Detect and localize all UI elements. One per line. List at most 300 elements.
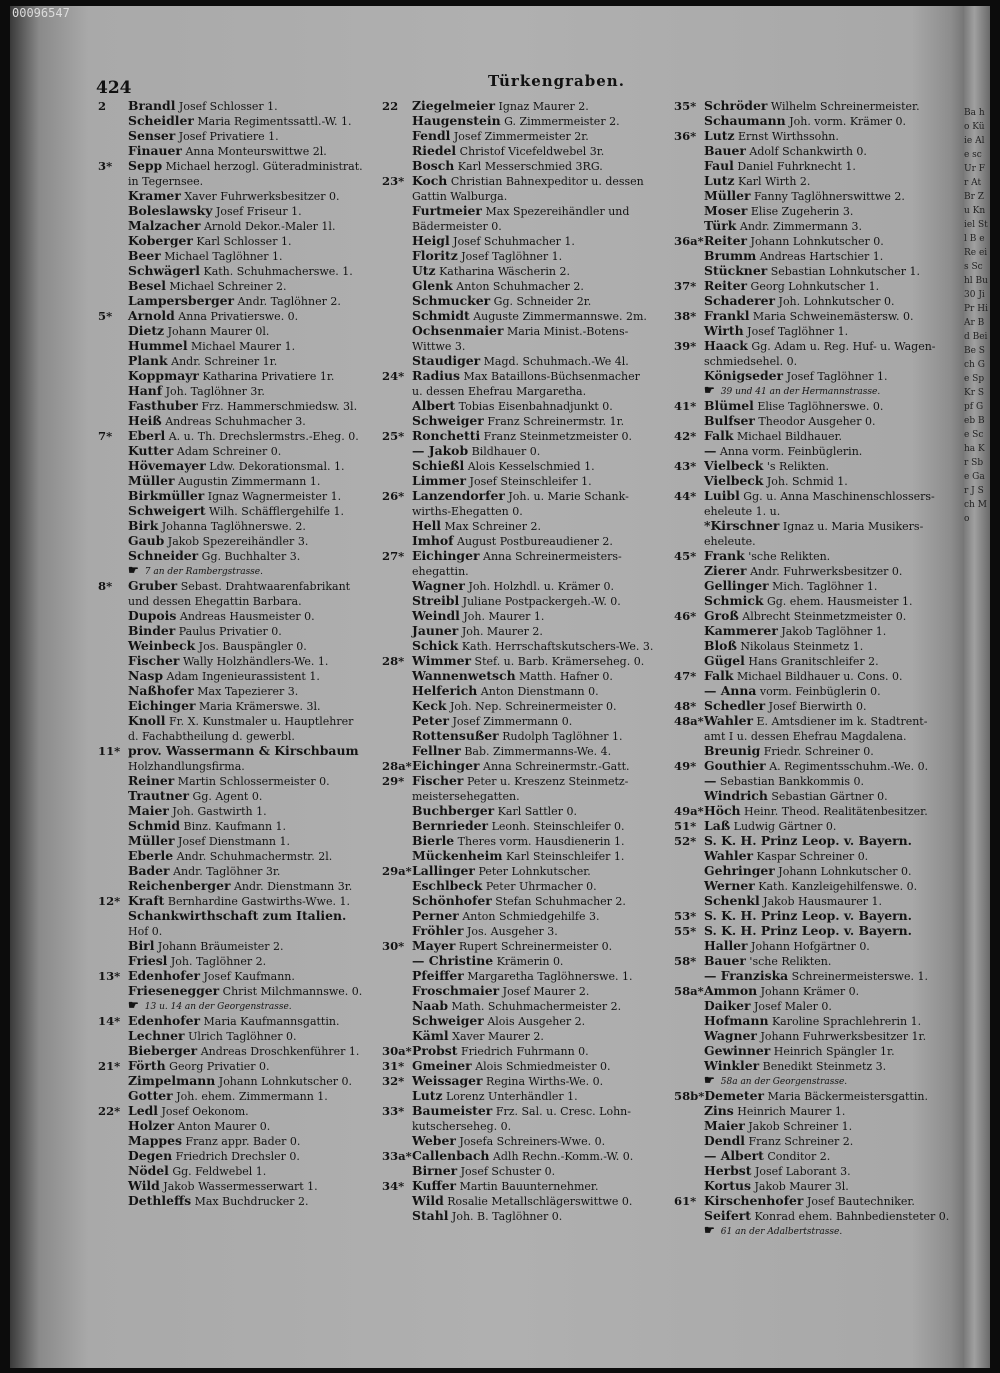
resident-description: Margaretha Taglöhnerswe. 1.	[463, 970, 633, 983]
directory-entry	[674, 863, 966, 878]
entry-continuation: meistersehegatten.	[412, 790, 520, 803]
resident-description: Gg. u. Anna Maschinenschlossers-	[739, 490, 935, 503]
directory-entry	[382, 1028, 670, 1043]
entry-continuation: in Tegernsee.	[128, 175, 204, 188]
resident-description: Josef Schlosser 1.	[175, 100, 278, 113]
resident-description: E. Amtsdiener im k. Stadtrent-	[753, 715, 928, 728]
resident-description: Paulus Privatier 0.	[175, 625, 282, 638]
resident-name: Müller	[128, 473, 175, 488]
house-number: 46*	[674, 609, 697, 623]
resident-name: Schneider	[128, 548, 199, 563]
resident-description: Andr. Taglöhner 2.	[234, 295, 341, 308]
directory-entry	[98, 1118, 378, 1133]
resident-description: Max Buchdrucker 2.	[191, 1195, 309, 1208]
house-number: 58a*	[674, 984, 704, 998]
resident-description: Konrad ehem. Bahnbediensteter 0.	[751, 1210, 950, 1223]
resident-name: *Kirschner	[704, 518, 780, 533]
directory-entry	[674, 773, 966, 788]
resident-name: Schmick	[704, 593, 764, 608]
resident-name: Schweiger	[412, 413, 484, 428]
resident-name: Laß	[704, 818, 731, 833]
directory-entry	[382, 578, 670, 593]
resident-description: Sebastian Lohnkutscher 1.	[767, 265, 921, 278]
resident-description: Gg. Schneider 2r.	[490, 295, 592, 308]
resident-name: Gotter	[128, 1088, 173, 1103]
house-number: 32*	[382, 1074, 405, 1088]
resident-name: S. K. H. Prinz Leop. v. Bayern.	[704, 833, 912, 848]
resident-name: Zins	[704, 1103, 734, 1118]
resident-description: Christ Milchmannswe. 0.	[219, 985, 363, 998]
resident-name: Reichenberger	[128, 878, 231, 893]
directory-entry	[674, 428, 966, 443]
directory-entry	[98, 488, 378, 503]
resident-name: Birkmüller	[128, 488, 205, 503]
directory-entry	[382, 368, 670, 398]
resident-description: Johann Lohnkutscher 0.	[747, 235, 884, 248]
resident-name: Keck	[412, 698, 447, 713]
directory-entry	[98, 1148, 378, 1163]
resident-name: Höch	[704, 803, 741, 818]
resident-description: Rudolph Taglöhner 1.	[498, 730, 623, 743]
directory-entry	[382, 143, 670, 158]
resident-name: Maier	[128, 803, 169, 818]
resident-name: Schankwirthschaft zum Italien.	[128, 908, 347, 923]
resident-description: Johanna Taglöhnerswe. 2.	[158, 520, 306, 533]
resident-name: prov. Wassermann & Kirschbaum	[128, 743, 359, 758]
resident-name: Haller	[704, 938, 748, 953]
resident-description: Georg Privatier 0.	[165, 1060, 270, 1073]
resident-name: Degen	[128, 1148, 173, 1163]
directory-entry	[674, 893, 966, 908]
resident-name: Kirschenhofer	[704, 1193, 804, 1208]
resident-name: Buchberger	[412, 803, 495, 818]
directory-entry	[674, 998, 966, 1013]
directory-entry	[382, 323, 670, 353]
resident-description: Bildhauer 0.	[468, 445, 541, 458]
resident-name: Bauer	[704, 143, 746, 158]
resident-name: Schedler	[704, 698, 766, 713]
directory-entry	[674, 848, 966, 863]
resident-name: Zierer	[704, 563, 747, 578]
directory-entry	[674, 908, 966, 923]
directory-entry	[382, 1073, 670, 1088]
directory-entry	[674, 218, 966, 233]
directory-entry	[98, 98, 378, 113]
resident-description: Auguste Zimmermannswe. 2m.	[469, 310, 647, 323]
directory-entry	[674, 713, 966, 743]
resident-description: Max Bataillons-Büchsenmacher	[459, 370, 640, 383]
resident-description: Max Spezereihändler und	[481, 205, 630, 218]
directory-entry	[98, 578, 378, 608]
resident-name: Schönhofer	[412, 893, 492, 908]
resident-description: Josef Friseur 1.	[212, 205, 302, 218]
resident-name: Lutz	[704, 128, 735, 143]
resident-name: Edenhofer	[128, 1013, 201, 1028]
resident-name: S. K. H. Prinz Leop. v. Bayern.	[704, 908, 912, 923]
resident-name: Mayer	[412, 938, 456, 953]
resident-description: 'sche Relikten.	[744, 550, 831, 563]
directory-entry	[674, 1178, 966, 1193]
directory-entry	[98, 1088, 378, 1103]
directory-entry	[674, 98, 966, 113]
directory-entry	[98, 248, 378, 263]
resident-name: Wannenwetsch	[412, 668, 516, 683]
directory-entry	[674, 1058, 966, 1073]
resident-name: Ziegelmeier	[412, 98, 496, 113]
directory-entry	[674, 668, 966, 683]
resident-name: Eichinger	[412, 548, 480, 563]
entry-continuation: schmiedsehel. 0.	[704, 355, 798, 368]
resident-name: Kraft	[128, 893, 165, 908]
resident-description: Johann Krämer 0.	[757, 985, 860, 998]
directory-entry	[382, 1178, 670, 1193]
house-number: 30a*	[382, 1044, 412, 1058]
resident-description: Ulrich Taglöhner 0.	[184, 1030, 297, 1043]
resident-description: Krämerin 0.	[493, 955, 564, 968]
resident-description: Theodor Ausgeher 0.	[754, 415, 876, 428]
house-number: 41*	[674, 399, 697, 413]
resident-description: Joh. u. Marie Schank-	[504, 490, 629, 503]
resident-description: Hans Granitschleifer 2.	[744, 655, 879, 668]
directory-entry	[674, 233, 966, 248]
resident-name: Reiner	[128, 773, 175, 788]
directory-entry	[382, 233, 670, 248]
house-number: 25*	[382, 429, 405, 443]
resident-description: Frz. Hammerschmiedsw. 3l.	[197, 400, 358, 413]
resident-description: August Postbureaudiener 2.	[453, 535, 613, 548]
house-number: 29*	[382, 774, 405, 788]
directory-entry	[98, 263, 378, 278]
house-number: 38*	[674, 309, 697, 323]
resident-name: Vielbeck	[704, 473, 764, 488]
directory-entry	[382, 1043, 670, 1058]
directory-entry	[674, 1163, 966, 1178]
entry-continuation: und dessen Ehegattin Barbara.	[128, 595, 302, 608]
resident-name: Demeter	[704, 1088, 765, 1103]
resident-description: Adam Schreiner 0.	[173, 445, 282, 458]
resident-name: Windrich	[704, 788, 768, 803]
house-number: 22	[382, 99, 399, 113]
resident-name: Floritz	[412, 248, 458, 263]
resident-name: — Albert	[704, 1148, 764, 1163]
resident-description: Regina Wirths-We. 0.	[482, 1075, 604, 1088]
resident-description: Johann Maurer 0l.	[164, 325, 270, 338]
directory-entry	[98, 203, 378, 218]
resident-name: Birk	[128, 518, 159, 533]
directory-entry	[382, 773, 670, 803]
directory-entry	[382, 158, 670, 173]
directory-entry	[674, 833, 966, 848]
resident-description: Lorenz Unterhändler 1.	[442, 1090, 578, 1103]
resident-description: Ignaz Maurer 2.	[495, 100, 589, 113]
house-number: 27*	[382, 549, 405, 563]
resident-name: Kortus	[704, 1178, 751, 1193]
pointing-hand-icon: ☛	[704, 1223, 715, 1237]
resident-description: Jakob Taglöhner 1.	[777, 625, 887, 638]
house-number: 23*	[382, 174, 405, 188]
directory-entry	[98, 443, 378, 458]
resident-description: Andr. Schreiner 1r.	[167, 355, 278, 368]
resident-name: Nödel	[128, 1163, 169, 1178]
resident-name: Bieberger	[128, 1043, 198, 1058]
resident-description: Heinrich Maurer 1.	[733, 1105, 846, 1118]
resident-description: Anton Schmiedgehilfe 3.	[458, 910, 600, 923]
directory-entry	[382, 113, 670, 128]
directory-entry	[674, 443, 966, 458]
directory-entry	[98, 653, 378, 668]
resident-description: Josef Privatiere 1.	[175, 130, 279, 143]
resident-description: Franz Schreinermstr. 1r.	[483, 415, 625, 428]
directory-entry	[674, 113, 966, 128]
house-number: 43*	[674, 459, 697, 473]
resident-description: Joh. Schmid 1.	[763, 475, 848, 488]
resident-name: Dietz	[128, 323, 165, 338]
directory-entry	[382, 413, 670, 428]
resident-name: Weissager	[412, 1073, 483, 1088]
adjacent-page-fragments: Ba ho Kü ie Ale sc Ur Fr At Br Zu Kn iel Stl B e Re eis Schl Bu 30 Ji Pr Hi Ar Bd Bei Be Sch Ge Sp Kr Spf Geb Be Scha Kr Sbe Gar J Sch Mo	[964, 108, 988, 524]
entry-continuation: Gattin Walburga.	[412, 190, 508, 203]
resident-name: Knoll	[128, 713, 166, 728]
directory-entry	[382, 938, 670, 953]
house-number: 36a*	[674, 234, 704, 248]
resident-description: Josef Schuster 0.	[457, 1165, 556, 1178]
directory-entry	[674, 1193, 966, 1208]
directory-entry	[674, 758, 966, 773]
book-page	[10, 6, 990, 1368]
resident-name: Moser	[704, 203, 748, 218]
note-text: 13 u. 14 an der Georgenstrasse.	[144, 1002, 292, 1012]
resident-name: Bernrieder	[412, 818, 489, 833]
resident-description: Johann Bräumeister 2.	[154, 940, 284, 953]
directory-entry	[674, 623, 966, 638]
resident-description: Ernst Wirthssohn.	[734, 130, 839, 143]
directory-entry	[674, 293, 966, 308]
resident-description: Gg. Adam u. Reg. Huf- u. Wagen-	[747, 340, 936, 353]
resident-description: Joh. vorm. Krämer 0.	[785, 115, 907, 128]
column-3	[674, 98, 966, 1238]
resident-name: Bader	[128, 863, 170, 878]
directory-entry	[98, 353, 378, 368]
resident-name: Senser	[128, 128, 176, 143]
house-number: 12*	[98, 894, 121, 908]
resident-name: Schick	[412, 638, 459, 653]
pointing-hand-icon: ☛	[128, 563, 139, 577]
resident-name: Schenkl	[704, 893, 760, 908]
directory-entry	[98, 1103, 378, 1118]
resident-name: Fröhler	[412, 923, 464, 938]
resident-name: Schweiger	[412, 1013, 484, 1028]
resident-description: Jakob Hausmaurer 1.	[759, 895, 882, 908]
resident-name: Ledl	[128, 1103, 158, 1118]
resident-name: Bloß	[704, 638, 737, 653]
directory-entry	[98, 1013, 378, 1028]
resident-name: Riedel	[412, 143, 457, 158]
house-number: 13*	[98, 969, 121, 983]
resident-name: Froschmaier	[412, 983, 500, 998]
resident-description: Stef. u. Barb. Krämerseheg. 0.	[471, 655, 645, 668]
directory-entry	[674, 1088, 966, 1103]
resident-name: Bosch	[412, 158, 455, 173]
resident-name: Förth	[128, 1058, 166, 1073]
resident-description: Johann Hofgärtner 0.	[747, 940, 870, 953]
directory-entry	[98, 533, 378, 548]
resident-description: Christof Vicefeldwebel 3r.	[456, 145, 605, 158]
resident-description: Josef Schuhmacher 1.	[449, 235, 575, 248]
house-number: 28*	[382, 654, 405, 668]
directory-entry	[98, 1133, 378, 1148]
directory-entry	[674, 308, 966, 323]
resident-description: Adlh Rechn.-Komm.-W. 0.	[489, 1150, 634, 1163]
directory-entry	[674, 1208, 966, 1223]
resident-description: Maria Minist.-Botens-	[503, 325, 629, 338]
resident-description: Sebastian Bankkommis 0.	[716, 775, 864, 788]
resident-description: Joh. Gastwirth 1.	[168, 805, 267, 818]
directory-entry	[382, 803, 670, 818]
resident-name: Malzacher	[128, 218, 201, 233]
house-number: 14*	[98, 1014, 121, 1028]
resident-description: Josef Maler 0.	[750, 1000, 832, 1013]
directory-entry	[674, 323, 966, 338]
house-number: 22*	[98, 1104, 121, 1118]
resident-name: Weinbeck	[128, 638, 196, 653]
house-number: 49a*	[674, 804, 704, 818]
resident-name: Wagner	[704, 1028, 757, 1043]
house-number: 58*	[674, 954, 697, 968]
resident-name: Daiker	[704, 998, 751, 1013]
resident-name: Dendl	[704, 1133, 746, 1148]
resident-name: Frankl	[704, 308, 750, 323]
resident-name: Dupois	[128, 608, 177, 623]
resident-name: Wahler	[704, 848, 753, 863]
resident-description: Anna Schreinermeisters-	[479, 550, 622, 563]
cross-reference-note	[98, 998, 378, 1013]
directory-entry	[382, 713, 670, 728]
resident-name: Haack	[704, 338, 748, 353]
entry-continuation: wirths-Ehegatten 0.	[412, 505, 523, 518]
directory-entry	[98, 113, 378, 128]
resident-description: Leonh. Steinschleifer 0.	[488, 820, 625, 833]
house-number: 37*	[674, 279, 697, 293]
directory-entry	[382, 1088, 670, 1103]
resident-name: Birner	[412, 1163, 458, 1178]
directory-entry	[382, 248, 670, 263]
resident-name: Müller	[704, 188, 751, 203]
directory-entry	[382, 608, 670, 623]
directory-entry	[98, 773, 378, 788]
house-number: 49*	[674, 759, 697, 773]
directory-entry	[98, 983, 378, 998]
resident-name: Imhof	[412, 533, 454, 548]
house-number: 61*	[674, 1194, 697, 1208]
resident-description: Andr. Zimmermann 3.	[736, 220, 862, 233]
resident-name: Lutz	[704, 173, 735, 188]
directory-entry	[674, 1118, 966, 1133]
house-number: 52*	[674, 834, 697, 848]
directory-entry	[98, 503, 378, 518]
resident-name: Rottensußer	[412, 728, 499, 743]
resident-name: Haugenstein	[412, 113, 501, 128]
resident-name: Reiter	[704, 278, 748, 293]
directory-entry	[382, 638, 670, 653]
resident-name: Gaub	[128, 533, 165, 548]
directory-entry	[98, 668, 378, 683]
resident-description: Maria Kaufmannsgattin.	[200, 1015, 340, 1028]
directory-entry	[98, 293, 378, 308]
resident-description: Katharina Wäscherin 2.	[435, 265, 570, 278]
resident-name: Luibl	[704, 488, 740, 503]
directory-entry	[382, 308, 670, 323]
resident-name: Schmid	[128, 818, 180, 833]
resident-name: Scheidler	[128, 113, 194, 128]
resident-description: Andr. Fuhrwerksbesitzer 0.	[746, 565, 903, 578]
directory-entry	[674, 143, 966, 158]
pointing-hand-icon: ☛	[128, 998, 139, 1012]
entry-continuation: Bädermeister 0.	[412, 220, 502, 233]
directory-entry	[98, 683, 378, 698]
resident-description: Andreas Schuhmacher 3.	[161, 415, 306, 428]
house-number: 48a*	[674, 714, 704, 728]
directory-entry	[382, 983, 670, 998]
resident-description: Josef Kaufmann.	[200, 970, 295, 983]
resident-name: Seifert	[704, 1208, 752, 1223]
resident-name: Frank	[704, 548, 745, 563]
resident-name: Bulfser	[704, 413, 755, 428]
column-1	[98, 98, 378, 1208]
resident-name: Eichinger	[412, 758, 480, 773]
resident-name: Brumm	[704, 248, 757, 263]
resident-description: Maria Bäckermeistersgattin.	[764, 1090, 928, 1103]
resident-description: Michael Bildhauer.	[733, 430, 843, 443]
entry-continuation: Hof 0.	[128, 925, 163, 938]
resident-name: Lanzendorfer	[412, 488, 505, 503]
directory-entry	[98, 713, 378, 743]
directory-entry	[98, 278, 378, 293]
directory-entry	[382, 98, 670, 113]
directory-entry	[98, 308, 378, 323]
resident-description: Albrecht Steinmetzmeister 0.	[738, 610, 907, 623]
house-number: 34*	[382, 1179, 405, 1193]
directory-entry	[98, 413, 378, 428]
entry-continuation: kutscherseheg. 0.	[412, 1120, 512, 1133]
resident-name: Wahler	[704, 713, 753, 728]
resident-name: Wild	[128, 1178, 160, 1193]
resident-description: Benedikt Steinmetz 3.	[759, 1060, 887, 1073]
directory-entry	[382, 653, 670, 668]
resident-description: Wally Holzhändlers-We. 1.	[179, 655, 329, 668]
directory-entry	[674, 788, 966, 803]
directory-entry	[98, 1193, 378, 1208]
directory-entry	[98, 608, 378, 623]
resident-name: Blümel	[704, 398, 754, 413]
resident-description: Kath. Herrschaftskutschers-We. 3.	[458, 640, 654, 653]
resident-description: Peter u. Kreszenz Steinmetz-	[463, 775, 629, 788]
note-text: 58a an der Georgenstrasse.	[720, 1077, 848, 1087]
resident-description: Joh. ehem. Zimmermann 1.	[172, 1090, 328, 1103]
street-title: Türkengraben.	[488, 72, 625, 90]
resident-name: Eberl	[128, 428, 166, 443]
directory-entry	[674, 338, 966, 368]
resident-name: Kutter	[128, 443, 174, 458]
resident-description: Daniel Fuhrknecht 1.	[733, 160, 856, 173]
resident-name: Schweigert	[128, 503, 206, 518]
resident-description: Josef Laborant 3.	[751, 1165, 851, 1178]
directory-entry	[382, 833, 670, 848]
directory-entry	[382, 518, 670, 533]
resident-description: Friedrich Drechsler 0.	[172, 1150, 300, 1163]
resident-description: Max Schreiner 2.	[441, 520, 541, 533]
resident-description: Peter Uhrmacher 0.	[482, 880, 597, 893]
resident-description: Heinrich Spängler 1r.	[770, 1045, 895, 1058]
